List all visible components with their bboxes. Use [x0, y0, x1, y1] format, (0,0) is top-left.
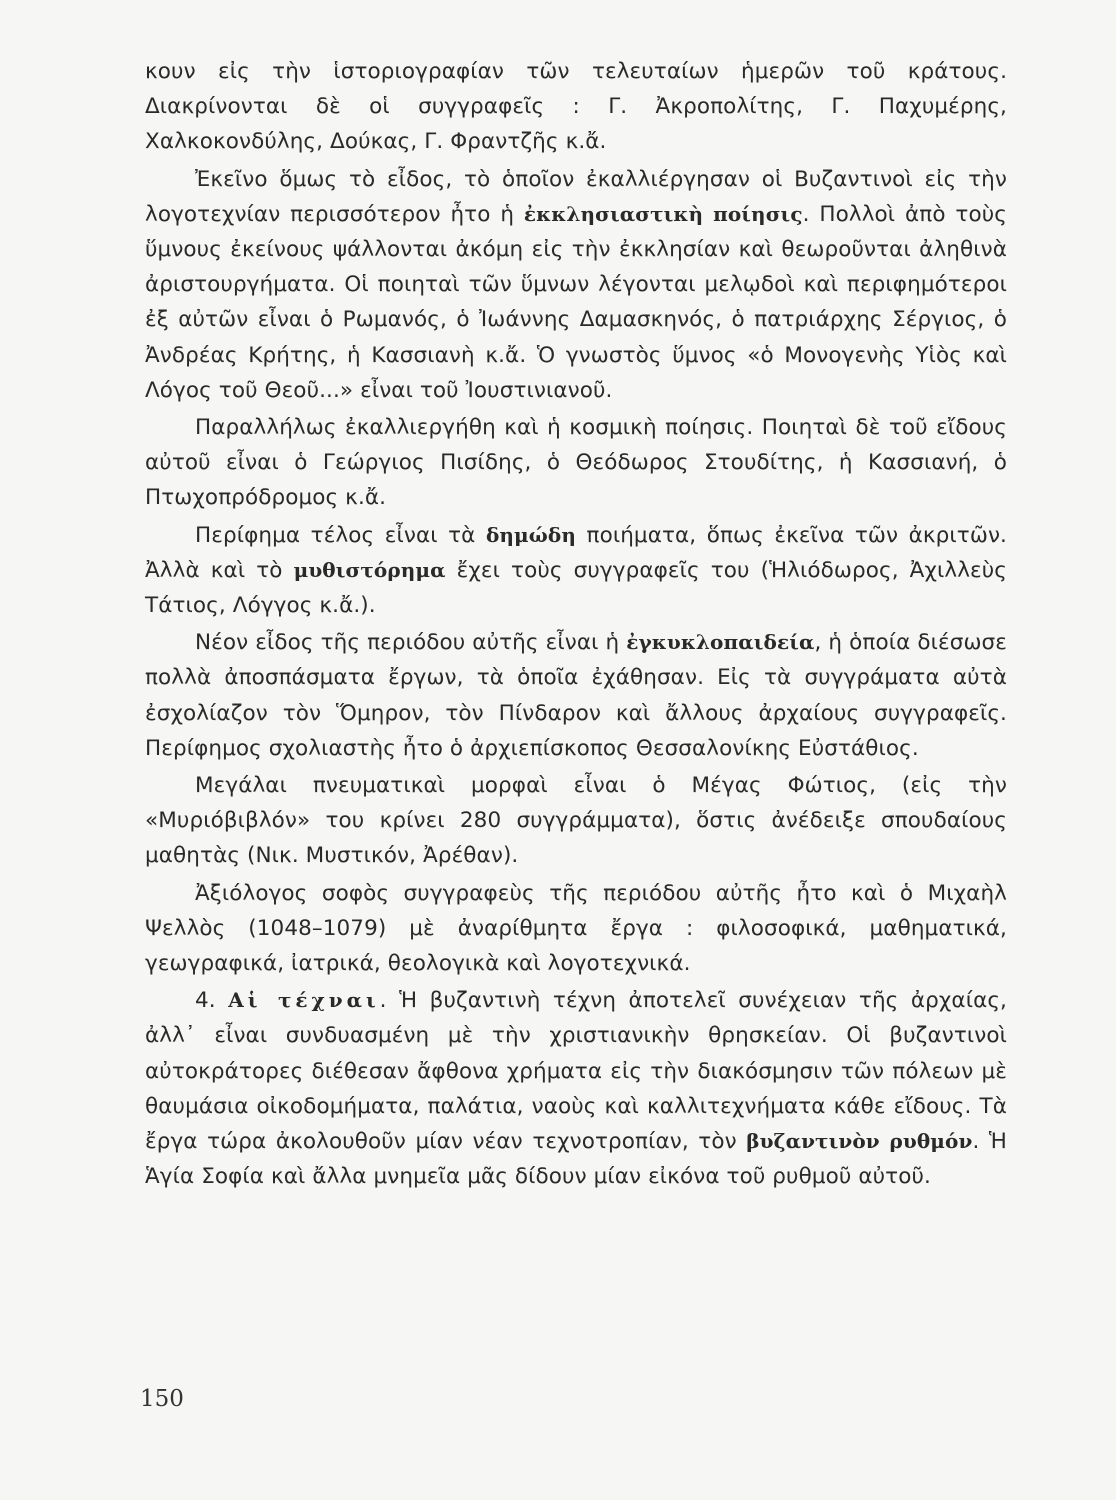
text-body [145, 54, 1007, 1197]
term-byzantine-style: βυζαντινὸν ρυθμόν [746, 1129, 973, 1154]
page-number: 150 [140, 1386, 184, 1412]
term-encyclopedia: ἐγκυκλοπαιδεία [626, 630, 815, 655]
section-heading-arts: Αἱ τέχναι [228, 988, 380, 1013]
section-number: 4. [195, 988, 229, 1014]
paragraph-psellos: Ἀξιόλογος σοφὸς συγγραφεὺς τῆς περιόδου αὐτῆς ἦτο καὶ ὁ Μιχαὴλ Ψελλὸς (1048–1079) μὲ ἀναρίθμητα ἔργα : φιλοσοφικά, μαθηματικά, γεωγραφικά, ἰατρικά, θεολογικὰ καὶ λογοτεχνικά. [145, 880, 1007, 977]
paragraph-ecclesiastical-poetry: Ἐκεῖνο ὅμως τὸ εἶδος, τὸ ὁποῖον ἐκαλλιέργησαν οἱ Βυζαντινοὶ εἰς τὴν λογοτεχνίαν περισσότερον ἦτο ἡ ἐκκλησιαστικὴ ποίησις. Πολλοὶ ἀπὸ τοὺς ὕμνους ἐκείνους ψάλλονται ἀκόμη εἰς τὴν ἐκκλησίαν καὶ θεωροῦνται ἀληθινὰ ἀριστουργήματα. Οἱ ποιηταὶ τῶν ὕμνων λέγονται μελῳδοὶ καὶ περιφημότεροι ἐξ αὐτῶν εἶναι ὁ Ρωμανός, ὁ Ἰωάννης Δαμασκηνός, ὁ πατριάρχης Σέργιος, ὁ Ἀνδρέας Κρήτης, ἡ Κασσιανὴ κ.ἄ. Ὁ γνωστὸς ὕμνος «ὁ Μονογενὴς Υἱὸς καὶ Λόγος τοῦ Θεοῦ...» εἶναι τοῦ Ἰουστινιανοῦ. [145, 166, 1007, 403]
paragraph-secular-poetry: Παραλλήλως ἐκαλλιεργήθη καὶ ἡ κοσμικὴ ποίησις. Ποιηταὶ δὲ τοῦ εἴδους αὐτοῦ εἶναι ὁ Γεώργιος Πισίδης, ὁ Θεόδωρος Στουδίτης, ἡ Κασσιανή, ὁ Πτωχοπρόδρομος κ.ἄ. [145, 415, 1007, 511]
term-folk: δημώδη [485, 522, 577, 547]
term-novel: μυθιστόρημα [293, 557, 446, 582]
paragraph-folk-poems: Περίφημα τέλος εἶναι τὰ δημώδη ποιήματα, ὅπως ἐκεῖνα τῶν ἀκριτῶν. Ἀλλὰ καὶ τὸ μυθιστόρημα ἔχει τοὺς συγγραφεῖς του (Ἡλιόδωρος, Ἀχιλλεὺς Τάτιος, Λόγγος κ.ἄ.). [145, 522, 1008, 619]
paragraph-historiography: κουν εἰς τὴν ἱστοριογραφίαν τῶν τελευταίων ἡμερῶν τοῦ κράτους. Διακρίνονται δὲ οἱ συγγραφεῖς : Γ. Ἀκροπολίτης, Γ. Παχυμέρης, Χαλκοκονδύλης, Δούκας, Γ. Φραντζῆς κ.ἄ. [145, 59, 1007, 155]
paragraph-arts: 4. Αἱ τέχναι. Ἡ βυζαντινὴ τέχνη ἀποτελεῖ συνέχειαν τῆς ἀρχαίας, ἀλλ᾽ εἶναι συνδυασμένη μὲ τὴν χριστιανικὴν θρησκείαν. Οἱ βυζαντινοὶ αὐτοκράτορες διέθεσαν ἄφθονα χρήματα εἰς τὴν διακόσμησιν τῶν πόλεων μὲ θαυμάσια οἰκοδομήματα, παλάτια, ναοὺς καὶ καλλιτεχνήματα κάθε εἴδους. Τὰ ἔργα τώρα ἀκολουθοῦν μίαν νέαν τεχνοτροπίαν, τὸν βυζαντινὸν ρυθμόν. Ἡ Ἁγία Σοφία καὶ ἄλλα μνημεῖα μᾶς δίδουν μίαν εἰκόνα τοῦ ρυθμοῦ αὐτοῦ. [145, 988, 1007, 1190]
paragraph-encyclopedia: Νέον εἶδος τῆς περιόδου αὐτῆς εἶναι ἡ ἐγκυκλοπαιδεία, ἡ ὁποία διέσωσε πολλὰ ἀποσπάσματα ἔργων, τὰ ὁποῖα ἐχάθησαν. Εἰς τὰ συγγράματα αὐτὰ ἐσχολίαζον τὸν Ὅμηρον, τὸν Πίνδαρον καὶ ἄλλους ἀρχαίους συγγραφεῖς. Περίφημος σχολιαστὴς ἦτο ὁ ἀρχιεπίσκοπος Θεσσαλονίκης Εὐστάθιος. [145, 630, 1007, 761]
term-ecclesiastical-poetry: ἐκκλησιαστικὴ ποίησις [523, 201, 803, 226]
paragraph-photios: Μεγάλαι πνευματικαὶ μορφαὶ εἶναι ὁ Μέγας Φώτιος, (εἰς τὴν «Μυριόβιβλόν» του κρίνει 280 συγγράμματα), ὅστις ἀνέδειξε σπουδαίους μαθητὰς (Νικ. Μυστικόν, Ἀρέθαν). [145, 773, 1007, 869]
